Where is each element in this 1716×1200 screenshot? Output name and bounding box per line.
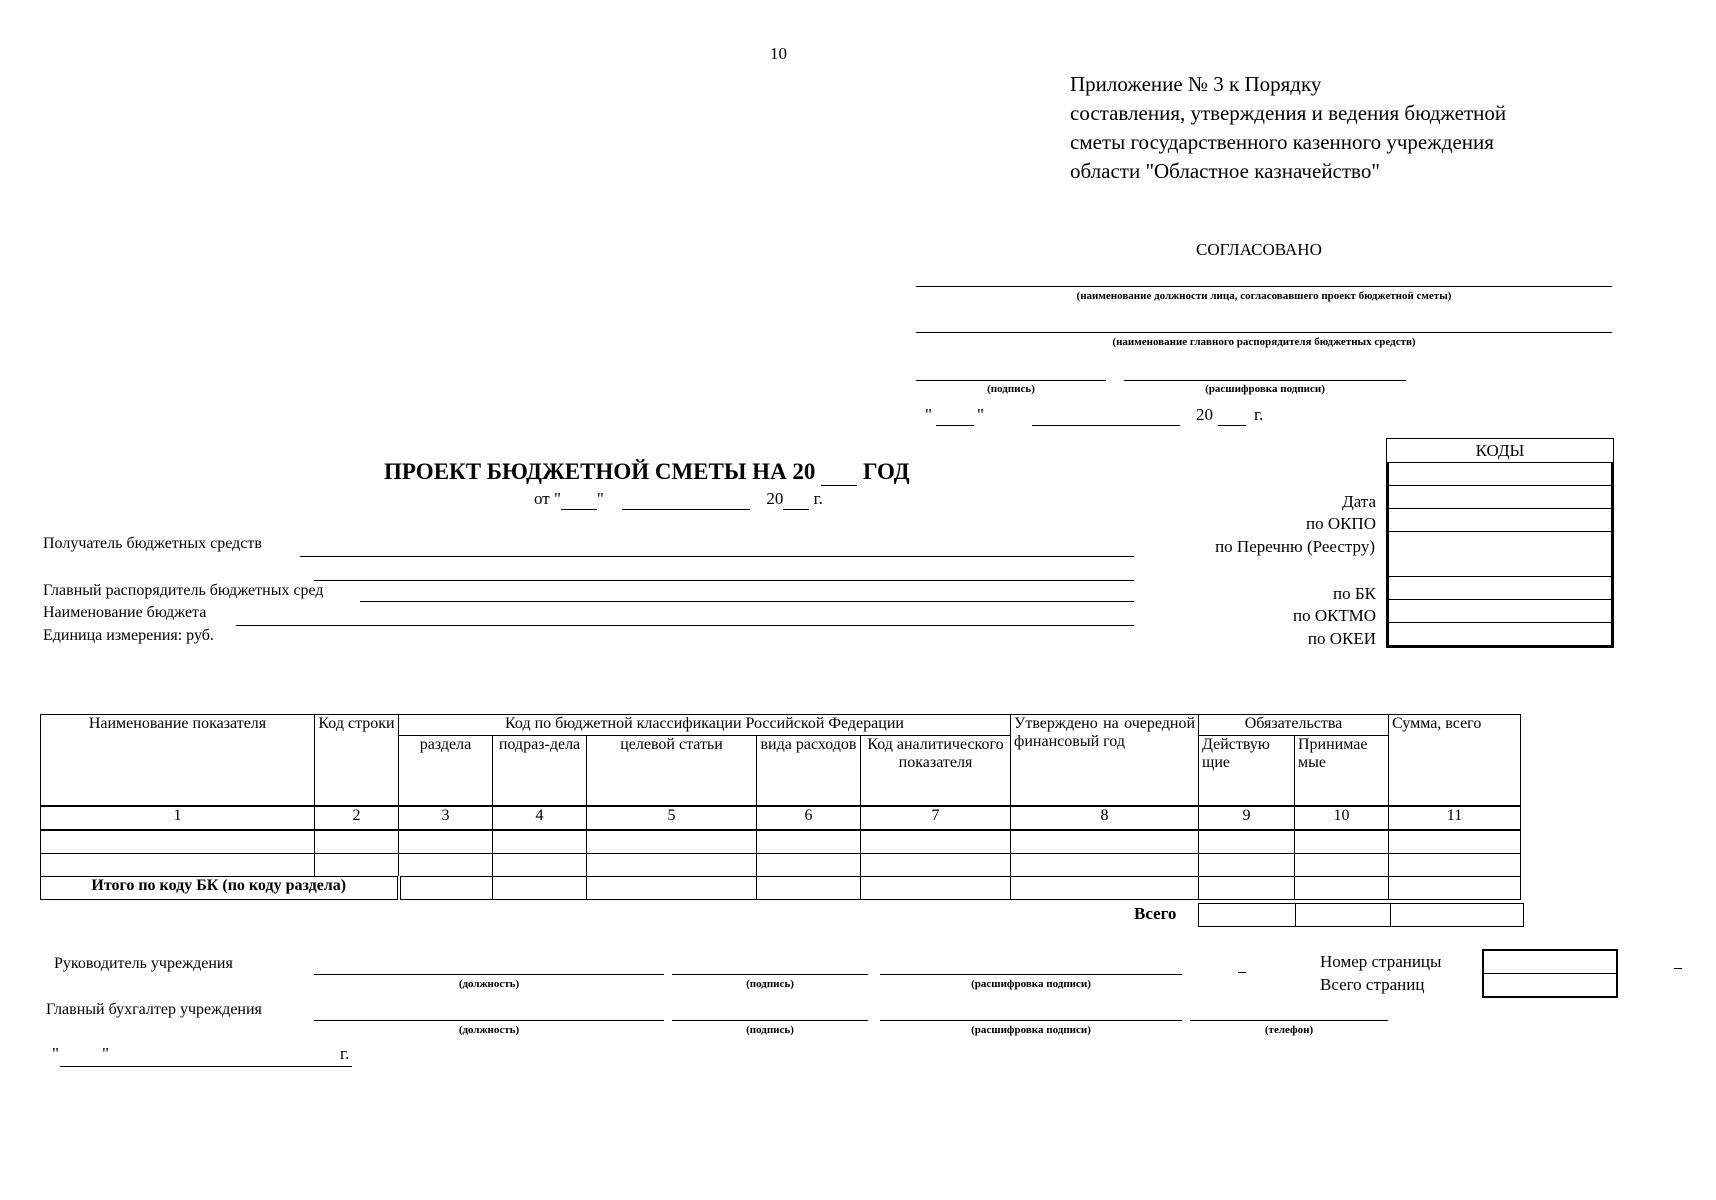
recipient-line[interactable] [300,556,1134,557]
table-cell[interactable] [41,854,315,877]
head-signature-caption: (подпись) [746,978,794,990]
head-position-caption: (должность) [458,978,520,990]
table-cell[interactable] [399,877,493,900]
column-number: 7 [861,806,1011,830]
table-cell[interactable] [1295,854,1389,877]
head-label: Руководитель учреждения [54,955,233,972]
accountant-position-caption: (должность) [458,1024,520,1036]
approval-year-line[interactable] [1218,425,1246,426]
main-manager-line[interactable] [360,601,1134,602]
approval-month-line[interactable] [1032,425,1180,426]
page-number-label: Номер страницы [1320,952,1442,971]
accountant-signature-line[interactable] [672,1020,868,1021]
grand-total-cell[interactable] [1199,904,1296,927]
table-cell[interactable] [1389,877,1521,900]
title-prefix: ПРОЕКТ БЮДЖЕТНОЙ СМЕТЫ НА 20 [384,459,816,484]
footer-date-quote-open: " [52,1044,59,1063]
budget-name-line[interactable] [236,625,1134,626]
approval-signature-line[interactable] [916,380,1106,381]
approval-signature-caption: (подпись) [987,383,1035,395]
table-cell[interactable] [587,830,757,854]
header-obligations: Обязательства [1199,715,1389,736]
table-cell[interactable] [1199,830,1295,854]
grand-total-row [1198,903,1524,927]
document-title [384,459,910,486]
approval-quote-open: " [925,405,932,424]
footer-date-suffix: г. [340,1044,350,1063]
unit-label: Единица измерения: руб. [43,627,214,644]
table-cell[interactable] [757,854,861,877]
approval-decode-caption: (расшифровка подписи) [1205,383,1325,395]
code-cell-date[interactable] [1389,463,1611,486]
head-position-line[interactable] [314,974,664,975]
table-cell[interactable] [757,877,861,900]
column-number: 3 [399,806,493,830]
approval-heading: СОГЛАСОВАНО [1196,240,1322,259]
column-number: 5 [587,806,757,830]
table-cell[interactable] [1011,830,1199,854]
codes-box [1386,438,1614,648]
table-cell[interactable] [861,830,1011,854]
title-suffix: ГОД [862,459,910,484]
accountant-phone-line[interactable] [1190,1020,1388,1021]
total-pages-label: Всего страниц [1320,975,1425,994]
from-day-field[interactable] [561,489,597,510]
accountant-signature-caption: (подпись) [746,1024,794,1036]
from-month-field[interactable] [622,489,750,510]
budget-table [40,714,1521,900]
approval-decode-line[interactable] [1124,380,1406,381]
from-prefix: от " [534,489,561,508]
from-year: 20 [766,489,784,508]
footer-date-quote-close: " [102,1044,109,1063]
codes-heading: КОДЫ [1387,439,1613,463]
from-quote: " [596,489,604,508]
code-label-okpo: по ОКПО [1305,514,1376,533]
table-cell[interactable] [493,877,587,900]
total-pages-cell[interactable] [1484,974,1616,996]
table-row[interactable] [41,854,1521,877]
head-dash [1238,972,1246,973]
accountant-phone-caption: (телефон) [1264,1024,1314,1036]
code-label-okei: по ОКЕИ [1307,629,1376,648]
table-cell[interactable] [1295,830,1389,854]
column-numbers-row [41,806,1521,830]
head-decode-caption: (расшифровка подписи) [971,978,1091,990]
code-cell-bk[interactable] [1389,577,1611,600]
header-subsection: подраз-дела [493,736,587,807]
table-cell[interactable] [399,854,493,877]
approval-day-line[interactable] [936,425,974,426]
code-label-oktmo: по ОКТМО [1292,606,1376,625]
appendix-line: Приложение № 3 к Порядку [1070,72,1322,96]
subtotal-label: Итого по коду БК (по коду раздела) [41,877,399,900]
header-analytic-code: Код аналитического показателя [861,736,1011,807]
code-cell-registry-extra[interactable] [1389,532,1611,577]
header-total-sum: Сумма, всего [1389,715,1521,807]
column-number: 9 [1199,806,1295,830]
column-number: 10 [1295,806,1389,830]
approval-manager-line[interactable] [916,332,1612,333]
budget-name-label: Наименование бюджета [43,604,207,621]
table-cell[interactable] [757,830,861,854]
main-manager-label: Главный распорядитель бюджетных сред [43,582,324,599]
column-number: 8 [1011,806,1199,830]
page-count-box [1482,949,1618,998]
table-cell[interactable] [315,854,399,877]
code-cell-oktmo[interactable] [1389,600,1611,623]
column-number: 1 [41,806,315,830]
accountant-decode-line[interactable] [880,1020,1182,1021]
header-expense-type: вида расходов [757,736,861,807]
grand-total-cell[interactable] [1296,904,1391,927]
column-number: 4 [493,806,587,830]
margin-dash [1674,968,1682,969]
column-number: 6 [757,806,861,830]
grand-total-label: Всего [1134,904,1177,923]
accountant-label: Главный бухгалтер учреждения [46,1001,262,1018]
accountant-decode-caption: (расшифровка подписи) [971,1024,1091,1036]
table-cell[interactable] [41,830,315,854]
table-cell[interactable] [1011,854,1199,877]
appendix-line: составления, утверждения и ведения бюджетной [1070,101,1507,125]
table-cell[interactable] [315,830,399,854]
approval-position-caption: (наименование должности лица, согласовавшего проект бюджетной сметы) [1076,290,1452,302]
from-year-field[interactable] [783,489,809,510]
header-indicator: Наименование показателя [41,715,315,807]
header-current: Действую щие [1199,736,1295,807]
header-section: раздела [399,736,493,807]
head-decode-line[interactable] [880,974,1182,975]
table-cell[interactable] [1389,830,1521,854]
header-line-code: Код строки [315,715,399,807]
subtotal-row[interactable] [41,877,1521,900]
table-cell[interactable] [587,877,757,900]
header-bk-code-group: Код по бюджетной классификации Российской Федерации [399,715,1011,736]
table-cell[interactable] [1199,877,1295,900]
page-number: 10 [770,44,787,63]
approval-manager-caption: (наименование главного распорядителя бюджетных средств) [1112,336,1416,348]
code-cell-registry[interactable] [1389,509,1611,532]
header-approved: Утверждено на очередной финансовый год [1011,715,1199,807]
column-number: 2 [315,806,399,830]
table-cell[interactable] [1389,854,1521,877]
code-label-registry: по Перечню (Реестру) [1215,537,1375,556]
grand-total-cell[interactable] [1391,904,1524,927]
code-cell-okei[interactable] [1389,623,1611,645]
document-date [534,489,823,510]
header-target-article: целевой статьи [587,736,757,807]
title-year-field[interactable] [821,459,857,486]
approval-year-prefix: 20 [1196,405,1213,424]
approval-position-line[interactable] [916,286,1612,287]
table-cell[interactable] [1295,877,1389,900]
head-signature-line[interactable] [672,974,868,975]
table-cell[interactable] [587,854,757,877]
table-row[interactable] [41,830,1521,854]
table-cell[interactable] [493,854,587,877]
column-number: 11 [1389,806,1521,830]
table-cell[interactable] [861,854,1011,877]
from-suffix: г. [813,489,823,508]
header-accepted: Принимае мые [1295,736,1389,807]
table-cell[interactable] [861,877,1011,900]
footer-date-line[interactable] [60,1066,352,1067]
page-number-cell[interactable] [1484,951,1616,974]
accountant-position-line[interactable] [314,1020,664,1021]
recipient-label: Получатель бюджетных средств [43,535,262,552]
code-cell-okpo[interactable] [1389,486,1611,509]
appendix-line: сметы государственного казенного учреждения [1070,130,1494,154]
appendix-note [1070,70,1630,186]
approval-quote-close: " [977,405,984,424]
code-label-date: Дата [1342,492,1376,511]
code-label-bk: по БК [1333,584,1376,603]
table-cell[interactable] [493,830,587,854]
codes-inner [1387,463,1613,647]
approval-year-suffix: г. [1254,405,1264,424]
recipient-line-2[interactable] [314,580,1134,581]
appendix-line: области "Областное казначейство" [1070,159,1380,183]
table-cell[interactable] [1199,854,1295,877]
table-cell[interactable] [1011,877,1199,900]
table-cell[interactable] [399,830,493,854]
